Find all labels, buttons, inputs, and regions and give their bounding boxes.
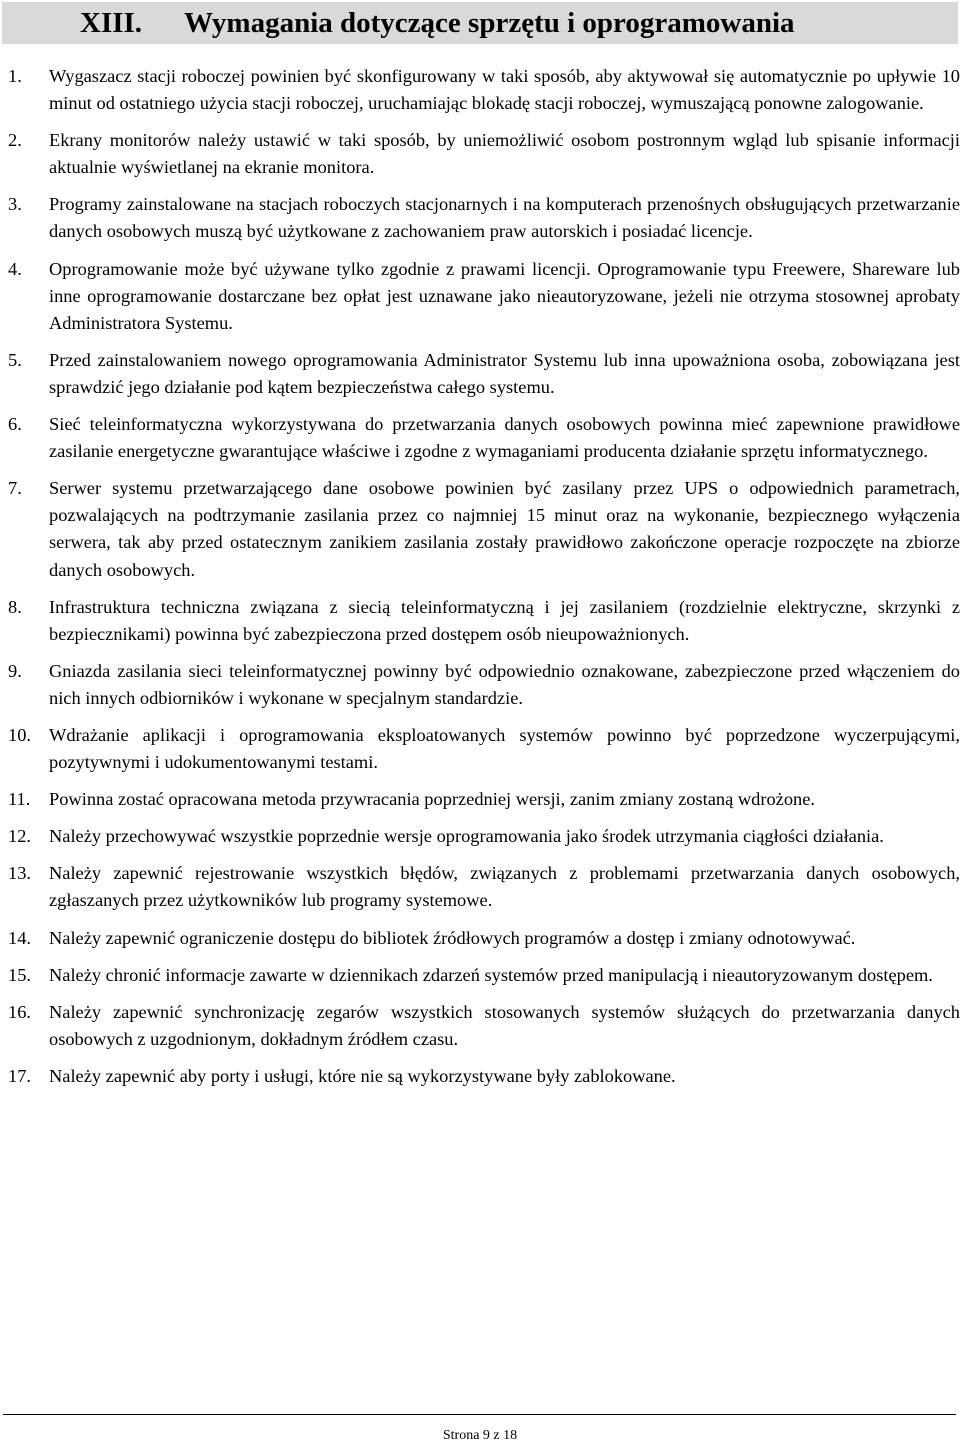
list-item-text: Przed zainstalowaniem nowego oprogramowania Administrator Systemu lub inna upoważniona osoba, zobowiązana jest sprawdzić jego działanie pod kątem bezpieczeństwa całego systemu. [49,349,960,397]
list-item-number: 2. [8,130,22,151]
list-item [0,191,960,245]
section-title: Wymagania dotyczące sprzętu i oprogramowania [184,7,795,39]
list-item-text: Serwer systemu przetwarzającego dane osobowe powinien być zasilany przez UPS o odpowiednich parametrach, pozwalających na podtrzymanie zasilania przez co najmniej 15 minut oraz na wykonanie, bezpiecznego wyłączenia serwera, tak aby przed ostatecznym zanikiem zasilania zostały prawidłowo zakończone operacje rozpoczęte na zbiorze danych osobowych. [49,478,960,580]
list-item-number: 3. [8,194,22,215]
list-item-text: Powinna zostać opracowana metoda przywracania poprzedniej wersji, zanim zmiany zostaną wdrożone. [49,789,815,810]
list-item-text: Należy zapewnić rejestrowanie wszystkich błędów, związanych z problemami przetwarzania danych osobowych, zgłaszanych przez użytkowników lub programy systemowe. [49,863,960,911]
list-item-number: 14. [8,927,31,948]
list-item-text: Infrastruktura techniczna związana z siecią teleinformatyczną i jej zasilaniem (rozdzielnie elektryczne, skrzynki z bezpiecznikami) powinna być zabezpieczona przed dostępem osób nieupoważnionych. [49,596,960,644]
list-item-text: Wdrażanie aplikacji i oprogramowania eksploatowanych systemów powinno być poprzedzone wyczerpującymi, pozytywnymi i udokumentowanymi testami. [49,724,960,773]
list-item-number: 1. [8,66,22,86]
list-item-text: Ekrany monitorów należy ustawić w taki sposób, by uniemożliwić osobom postronnym wgląd lub spisanie informacji aktualnie wyświetlanej na ekranie monitora. [49,130,960,178]
list-item [0,658,960,712]
list-item-number: 11. [8,789,31,810]
list-item [0,347,960,401]
list-item [0,860,960,914]
list-item [0,823,960,850]
list-item [0,594,960,648]
list-item [0,127,960,181]
list-item [0,999,960,1053]
list-item [0,722,960,776]
list-item [0,786,960,813]
list-item-number: 7. [8,478,22,499]
list-item-text: Należy zapewnić aby porty i usługi, które nie są wykorzystywane były zablokowane. [49,1065,676,1086]
list-item [0,411,960,465]
list-item-number: 17. [8,1065,31,1086]
list-item-number: 15. [8,964,31,985]
list-item-text: Gniazda zasilania sieci teleinformatycznej powinny być odpowiednio oznakowane, zabezpieczone przed włączeniem do nich innych odbiorników i wykonane w specjalnym standardzie. [49,660,960,708]
list-item-number: 12. [8,826,31,847]
list-item-number: 13. [8,863,31,884]
list-item-number: 5. [8,349,22,370]
list-item-number: 16. [8,1001,31,1022]
list-item-text: Należy zapewnić synchronizację zegarów wszystkich stosowanych systemów służących do przetwarzania danych osobowych z uzgodnionym, dokładnym źródłem czasu. [49,1001,960,1049]
list-item [0,475,960,583]
list-item-text: Należy zapewnić ograniczenie dostępu do bibliotek źródłowych programów a dostęp i zmiany odnotowywać. [49,927,856,948]
list-item-text: Sieć teleinformatyczna wykorzystywana do przetwarzania danych osobowych powinna mieć zapewnione prawidłowe zasilanie energetyczne gwarantujące właściwe i zgodne z wymaganiami producenta działanie sprzętu informatycznego. [49,414,960,462]
list-item-number: 9. [8,660,22,681]
section-number: XIII. [80,7,143,39]
list-item-text: Należy chronić informacje zawarte w dziennikach zdarzeń systemów przed manipulacją i nieautoryzowanym dostępem. [49,964,933,985]
list-item [0,962,960,989]
list-item-number: 6. [8,414,22,435]
page-number: Strona 9 z 18 [442,1428,518,1443]
list-item-number: 8. [8,596,22,617]
list-item-number: 10. [8,724,31,745]
list-item-text: Należy przechowywać wszystkie poprzednie wersje oprogramowania jako środek utrzymania ciągłości działania. [49,826,884,847]
list-item-text: Wygaszacz stacji roboczej powinien być skonfigurowany w taki sposób, aby aktywował się automatycznie po upływie 10 minut od ostatniego użycia stacji roboczej, uruchamiając blokadę stacji roboczej, wymuszającą ponowne zalogowanie. [49,66,960,114]
list-item [0,256,960,337]
list-item-number: 4. [8,258,22,279]
list-item [0,1063,960,1090]
list-item [0,63,960,117]
list-item-text: Oprogramowanie może być używane tylko zgodnie z prawami licencji. Oprogramowanie typu Freewere, Shareware lub inne oprogramowanie dostarczane bez opłat jest uznawane jako nieautoryzowane, jeżeli nie otrzyma stosownej aprobaty Administratora Systemu. [49,258,960,333]
requirements-list [0,63,960,1100]
list-item [0,925,960,952]
list-item-text: Programy zainstalowane na stacjach roboczych stacjonarnych i na komputerach przenośnych obsługujących przetwarzanie danych osobowych muszą być użytkowane z zachowaniem praw autorskich i posiadać licencje. [49,194,960,242]
footer-divider [3,1414,956,1415]
